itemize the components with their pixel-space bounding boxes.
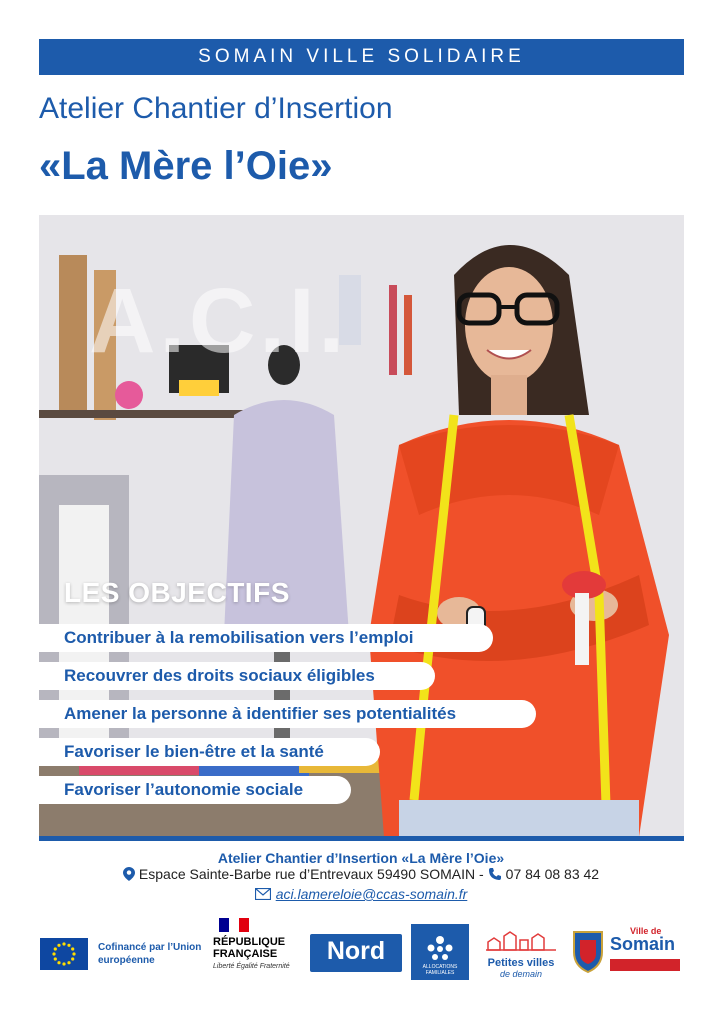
somain-small-text: Ville de [630,926,662,936]
contact-phone[interactable]: 07 84 08 83 42 [505,866,600,882]
contact-email-line [0,886,722,902]
caf-logo [411,924,469,980]
contact-email[interactable]: aci.lamereloie@ccas-somain.fr [275,886,468,902]
banner-text: SOMAIN VILLE SOLIDAIRE [198,46,525,67]
somain-ribbon [610,959,680,971]
aci-overlay-text: A.C.I. [89,270,349,372]
town-skyline-icon [486,930,556,952]
contact-address-line [0,866,722,882]
nord-logo-text: Nord [326,937,386,965]
phone-icon [488,867,502,881]
objective-item: Favoriser l’autonomie sociale [39,776,351,804]
page-subtitle: Atelier Chantier d’Insertion [39,92,393,125]
somain-big-text: Somain [610,934,676,954]
photo-bottom-rule [39,836,684,841]
pvd-subtitle: de demain [499,969,543,979]
contact-address: Espace Sainte-Barbe rue d’Entrevaux 59490 SOMAIN - [138,866,484,882]
contact-title: Atelier Chantier d’Insertion «La Mère l’Oie» [217,850,505,866]
location-pin-icon [123,867,135,881]
objective-item: Recouvrer des droits sociaux éligibles [39,662,435,690]
envelope-icon [255,888,271,900]
objective-item: Favoriser le bien-être et la santé [39,738,380,766]
top-banner [39,39,684,75]
petites-villes-de-demain-logo [481,930,561,979]
objective-item: Contribuer à la remobilisation vers l’emploi [39,624,493,652]
french-flag-icon [219,918,249,932]
objectives-heading: LES OBJECTIFS [64,577,290,608]
somain-shield-icon [570,928,606,974]
pvd-title: Petites villes [487,957,555,969]
objective-item: Amener la personne à identifier ses potentialités [39,700,536,728]
nord-department-logo [310,934,402,972]
eu-flag-icon [40,938,88,970]
rf-motto: Liberté Égalité Fraternité [213,963,290,970]
caf-label: ALLOCATIONS FAMILIALES [422,964,458,976]
rf-name: RÉPUBLIQUE FRANÇAISE [213,936,286,960]
caf-people-icon [425,934,455,964]
eu-logo-text: Cofinancé par l’Union européenne [98,942,202,966]
page-title: «La Mère l’Oie» [39,144,333,188]
ville-de-somain-logo [570,926,682,976]
eu-logo [40,938,208,970]
republique-francaise-logo [213,918,299,971]
